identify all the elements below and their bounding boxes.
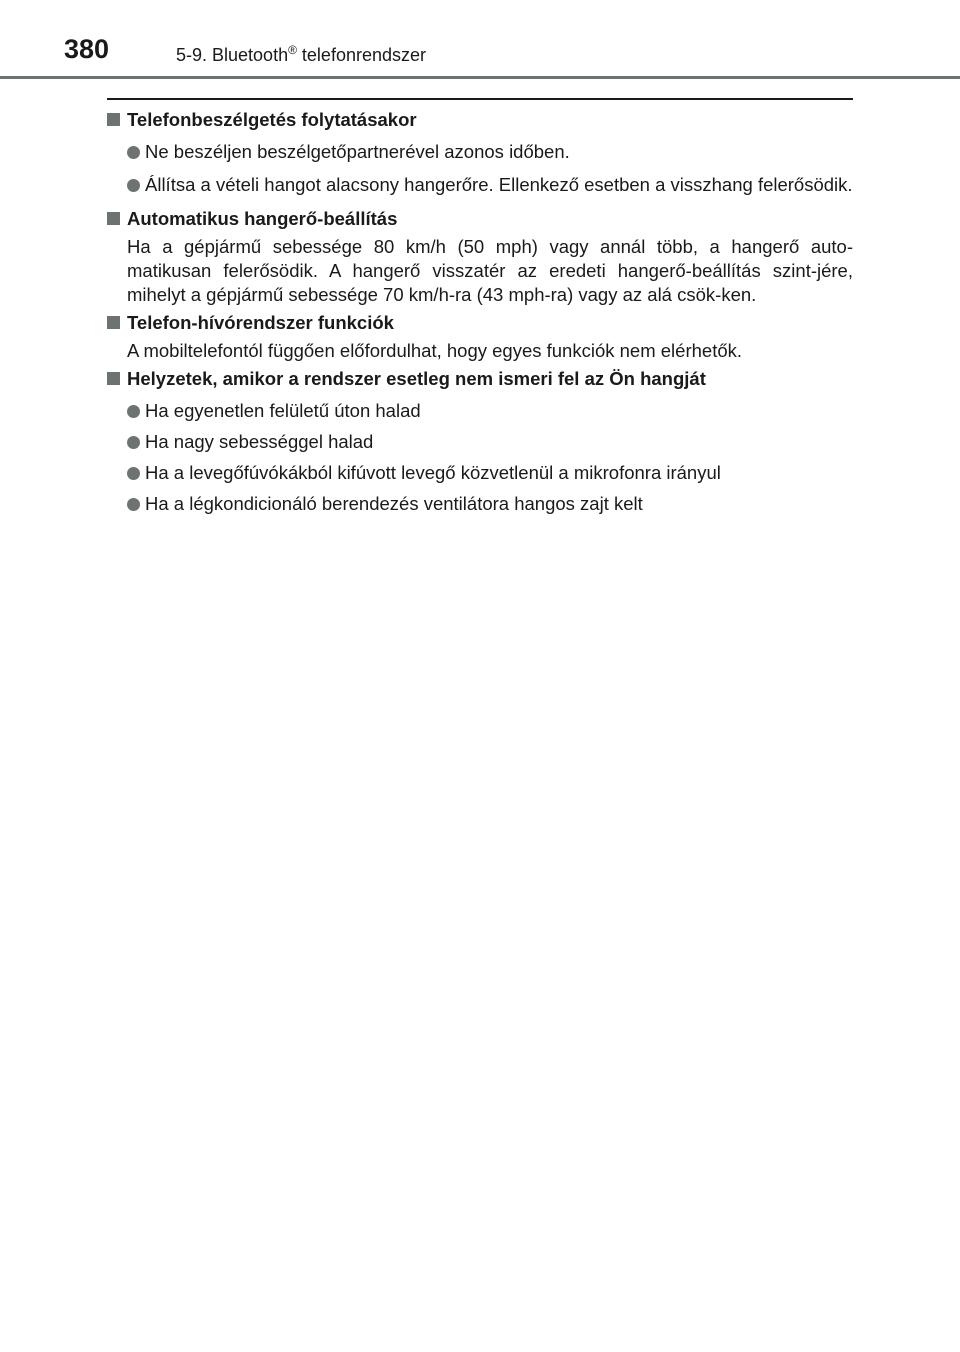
section-heading [107,207,853,231]
page-header [0,0,960,80]
paragraph: A mobiltelefontól függően előfordulhat, hogy egyes funkciók nem elérhetők. [127,340,743,361]
paragraph: Ha a gépjármű sebessége 80 km/h (50 mph) vagy annál több, a hangerő auto-matikusan felerősödik. A hangerő visszatér az eredeti hangerő-beállítás szint-jére, mihelyt a gépjármű sebessége 70 km/h-ra (43 mph-ra) vagy az alá csök-ken. [127,236,853,305]
square-bullet-icon [107,113,120,126]
section-title: Automatikus hangerő-beállítás [127,208,398,229]
header-divider [0,76,960,79]
list-item [107,430,853,454]
section-heading [107,367,853,391]
chapter-suffix: telefonrendszer [296,45,426,65]
section-heading [107,108,853,132]
list-item [107,461,853,485]
square-bullet-icon [107,372,120,385]
list-item-text: Ha nagy sebességgel halad [145,431,374,452]
square-bullet-icon [107,212,120,225]
list-item-text: Ha a légkondicionáló berendezés ventilátora hangos zajt kelt [145,493,643,514]
page-content [107,108,853,523]
section-title: Telefon-hívórendszer funkciók [127,312,394,333]
list-item-text: Ne beszéljen beszélgetőpartnerével azonos időben. [145,141,570,162]
list-item [107,399,853,423]
list-item-text: Ha a levegőfúvókákból kifúvott levegő közvetlenül a mikrofonra irányul [145,462,721,483]
circle-bullet-icon [127,436,140,449]
circle-bullet-icon [127,146,140,159]
circle-bullet-icon [127,405,140,418]
chapter-title [176,44,426,66]
section-divider [107,98,853,100]
list-item [107,492,853,516]
list-item [107,173,853,197]
circle-bullet-icon [127,498,140,511]
circle-bullet-icon [127,467,140,480]
list-item-text: Állítsa a vételi hangot alacsony hangerőre. Ellenkező esetben a visszhang felerősödik. [145,174,853,195]
section-heading [107,311,853,335]
circle-bullet-icon [127,179,140,192]
registered-mark: ® [288,43,297,57]
list-item [107,140,853,164]
section-title: Helyzetek, amikor a rendszer esetleg nem ismeri fel az Ön hangját [127,368,706,389]
list-item-text: Ha egyenetlen felületű úton halad [145,400,421,421]
page-number: 380 [64,34,110,64]
square-bullet-icon [107,316,120,329]
chapter-prefix: 5-9. Bluetooth [176,45,289,65]
section-title: Telefonbeszélgetés folytatásakor [127,109,417,130]
